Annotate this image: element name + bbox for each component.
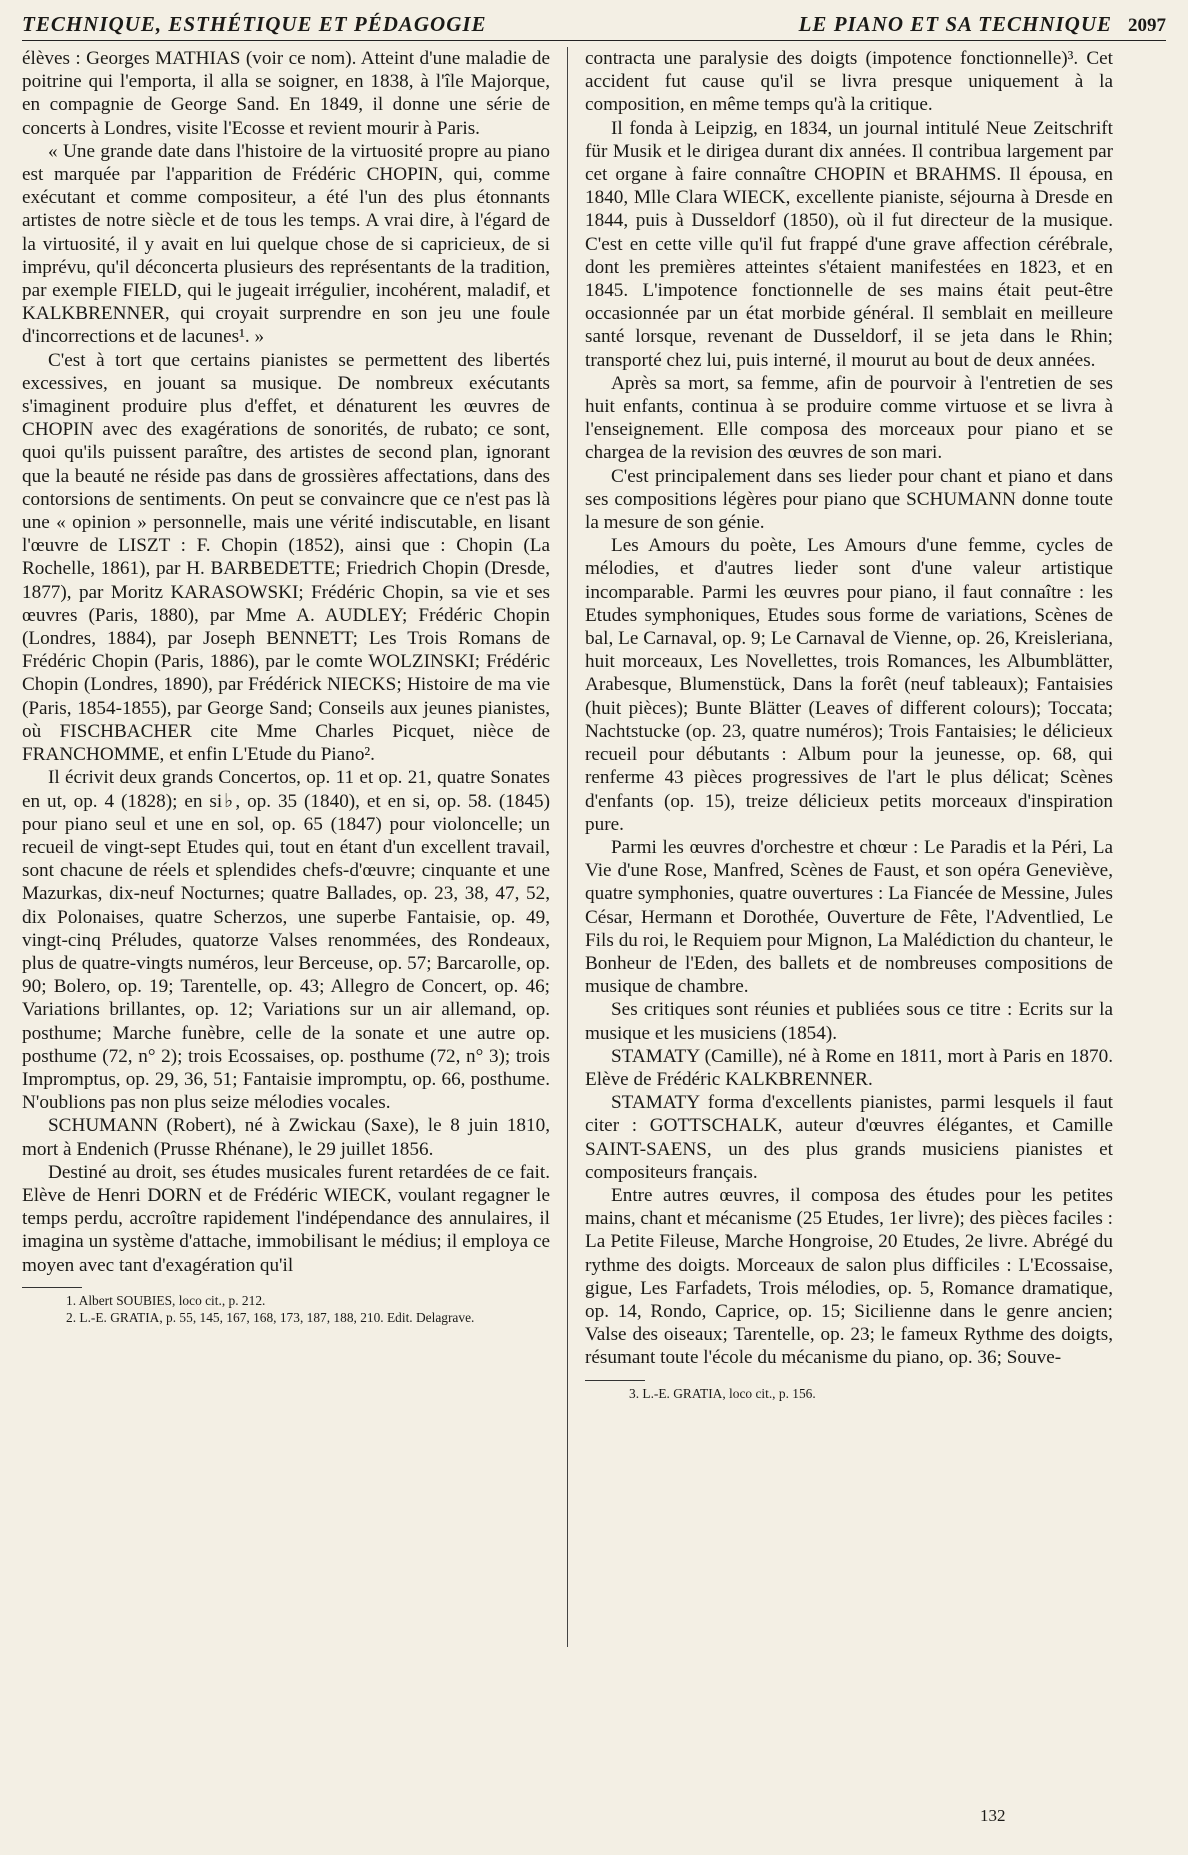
paragraph: Parmi les œuvres d'orchestre et chœur : Le Paradis et la Péri, La Vie d'une Rose, Manfred, Scènes de Faust, et son opéra Geneviève, quatre symphonies, quatre ouvertures : La Fiancée de Messine, Jules César, Hermann et Dorothée, Ouverture de Fête, l'Adventlied, Le Fils du roi, le Requiem pour Mignon, La Malédiction du chanteur, le Bonheur de l'Eden, des ballets et de nombreuses compositions de musique de chambre.	[585, 836, 1113, 998]
left-column	[22, 47, 550, 1647]
footnote: 1. Albert SOUBIES, loco cit., p. 212.	[66, 1292, 266, 1308]
paragraph: Il fonda à Leipzig, en 1834, un journal intitulé Neue Zeitschrift für Musik et le dirigea durant dix années. Il contribua largement par cet organe à faire connaître CHOPIN et BRAHMS. Il épousa, en 1840, Mlle Clara WIECK, excellente pianiste, séjourna à Dresde en 1844, puis à Dusseldorf (1850), où il fut directeur de la musique. C'est en cette ville qu'il fut frappé d'une grave affection cérébrale, dont les premières atteintes s'étaient manifestées en 1823, et en 1845. L'impotence fonctionnelle de ses mains était peut-être occasionnée par un état morbide général. Il semblait en meilleure santé lorsque, revenant de Dusseldorf, il se jeta dans le Rhin; transporté chez lui, puis interné, il mourut au bout de deux années.	[585, 117, 1113, 371]
paragraph: contracta une paralysie des doigts (impotence fonctionnelle)³. Cet accident fut cause qu'il se livra presque uniquement à la composition, en même temps qu'à la critique.	[585, 48, 1113, 116]
column-separator	[567, 47, 568, 1647]
two-column-body	[22, 47, 1166, 1647]
header-rule	[22, 40, 1166, 41]
paragraph: STAMATY forma d'excellents pianistes, parmi lesquels il faut citer : GOTTSCHALK, auteur d'œuvres élégantes, et Camille SAINT-SAENS, un des plus grands musiciens pianistes et compositeurs français.	[585, 1092, 1113, 1183]
footnote-rule	[22, 1287, 82, 1288]
page-number: 2097	[1128, 15, 1166, 36]
paragraph: Ses critiques sont réunies et publiées sous ce titre : Ecrits sur la musique et les musiciens (1854).	[585, 999, 1113, 1044]
paragraph: C'est à tort que certains pianistes se permettent des libertés excessives, en jouant sa musique. De nombreux exécutants s'imaginent produire plus d'effet, et dénaturent les œuvres de CHOPIN avec des exagérations de sonorités, de rubato; ce sont, quoi qu'ils puissent paraître, des artistes de second plan, ignorant que la beauté ne réside pas dans de grossières affectations, dans des contorsions de sentiments. On peut se convaincre que ce n'est pas là une « opinion » personnelle, mais une vérité indiscutable, en lisant l'œuvre de LISZT : F. Chopin (1852), ainsi que : Chopin (La Rochelle, 1861), par H. BARBEDETTE; Friedrich Chopin (Dresde, 1877), par Moritz KARASOWSKI; Frédéric Chopin, sa vie et ses œuvres (Paris, 1880), par Mme A. AUDLEY; Frédéric Chopin (Londres, 1884), par Joseph BENNETT; Les Trois Romans de Frédéric Chopin (Paris, 1886), par le comte WOLZINSKI; Frédéric Chopin (Londres, 1890), par Frédérick NIECKS; Histoire de ma vie (Paris, 1854-1855), par George Sand; Conseils aux jeunes pianistes, où FISCHBACHER cite Mme Charles Picquet, nièce de FRANCHOMME, et enfin L'Etude du Piano².	[22, 349, 550, 766]
footnote: 3. L.-E. GRATIA, loco cit., p. 156.	[629, 1385, 816, 1401]
paragraph: élèves : Georges MATHIAS (voir ce nom). Atteint d'une maladie de poitrine qui l'emporta, il alla se soigner, en 1838, à l'île Majorque, en compagnie de George Sand. En 1849, il donne une série de concerts à Londres, visite l'Ecosse et revient mourir à Paris.	[22, 48, 550, 139]
right-column	[585, 47, 1113, 1647]
paragraph: Destiné au droit, ses études musicales furent retardées de ce fait. Elève de Henri DORN et de Frédéric WIECK, voulant regagner le temps perdu, accroître rapidement l'indépendance des annulaires, il imagina un système d'attache, immobilisant le médius; il employa ce moyen avec tant d'exagération qu'il	[22, 1161, 550, 1276]
footnote-rule	[585, 1380, 645, 1381]
paragraph: Après sa mort, sa femme, afin de pourvoir à l'entretien de ses huit enfants, continua à se produire comme virtuose et se livra à l'enseignement. Elle composa des morceaux pour piano et se chargea de la revision des œuvres de son mari.	[585, 372, 1113, 464]
folio: 132	[980, 1806, 1006, 1825]
paragraph: Les Amours du poète, Les Amours d'une femme, cycles de mélodies, et d'autres lieder sont d'une valeur artistique incomparable. Parmi les œuvres pour piano, il faut connaître : les Etudes symphoniques, Etudes sous forme de variations, Scènes de bal, Le Carnaval, op. 9; Le Carnaval de Vienne, op. 26, Kreisleriana, huit morceaux, Les Novellettes, trois Romances, les Albumblätter, Arabesque, Blumenstück, Dans la forêt (neuf tableaux); Fantaisies (huit pièces); Bunte Blätter (Leaves of different colours); Toccata; Nachtstucke (op. 23, quatre numéros); Trois Fantaisies; le délicieux recueil pour débutants : Album pour la jeunesse, op. 68, qui renferme 43 pièces progressives de l'art le plus délicat; Scènes d'enfants (op. 15), treize délicieux petits morceaux d'inspiration pure.	[585, 535, 1113, 835]
running-head-right: LE PIANO ET SA TECHNIQUE	[798, 12, 1112, 36]
paragraph: Entre autres œuvres, il composa des études pour les petites mains, chant et mécanisme (25 Etudes, 1er livre); des pièces faciles : La Petite Fileuse, Marche Hongroise, 20 Etudes, 2e livre. Abrégé du rythme des doigts. Morceaux de salon plus difficiles : L'Ecossaise, gigue, Les Farfadets, Trois mélodies, op. 5, Romance dramatique, op. 14, Rondo, Caprice, op. 15; Sicilienne dans le genre ancien; Valse des oiseaux; Tarentelle, op. 23; le fameux Rythme des doigts, résumant toute l'école du mécanisme du piano, op. 36; Souve-	[585, 1184, 1113, 1369]
paragraph: SCHUMANN (Robert), né à Zwickau (Saxe), le 8 juin 1810, mort à Endenich (Prusse Rhénane), le 29 juillet 1856.	[22, 1115, 550, 1160]
paragraph: C'est principalement dans ses lieder pour chant et piano et dans ses compositions légères pour piano que SCHUMANN donne toute la mesure de son génie.	[585, 465, 1113, 534]
footnote: 2. L.-E. GRATIA, p. 55, 145, 167, 168, 173, 187, 188, 210. Edit. Delagrave.	[66, 1309, 475, 1325]
running-head-left: TECHNIQUE, ESTHÉTIQUE ET PÉDAGOGIE	[22, 12, 487, 36]
paragraph: STAMATY (Camille), né à Rome en 1811, mort à Paris en 1870. Elève de Frédéric KALKBRENNER.	[585, 1045, 1113, 1090]
paragraph: « Une grande date dans l'histoire de la virtuosité propre au piano est marquée par l'apparition de Frédéric CHOPIN, qui, comme exécutant et comme compositeur, a été l'un des plus étonnants artistes de notre siècle et de tous les temps. A vrai dire, à l'égard de la virtuosité, il y avait en lui quelque chose de si capricieux, de si imprévu, qu'il déconcerta plusieurs des représentants de la tradition, par exemple FIELD, qui le jugeait irrégulier, incohérent, maladif, et KALKBRENNER, qui croyait surprendre en son jeu une foule d'incorrections et de lacunes¹. »	[22, 140, 550, 348]
running-head	[22, 12, 1166, 38]
paragraph: Il écrivit deux grands Concertos, op. 11 et op. 21, quatre Sonates en ut, op. 4 (1828); en si♭, op. 35 (1840), et en si, op. 58. (1845) pour piano seul et une en sol, op. 65 (1847) pour violoncelle; un recueil de vingt-sept Etudes qui, tout en étant d'un excellent travail, sont chacune de réels et splendides chefs-d'œuvre; cinquante et une Mazurkas, dix-neuf Nocturnes; quatre Ballades, op. 23, 38, 47, 52, dix Polonaises, quatre Scherzos, une superbe Fantaisie, op. 49, vingt-cinq Préludes, quatorze Valses renommées, des Rondeaux, plus de quatre-vingts numéros, leur Berceuse, op. 57; Barcarolle, op. 90; Bolero, op. 19; Tarentelle, op. 43; Allegro de Concert, op. 46; Variations brillantes, op. 12; Variations sur un air allemand, op. posthume; Marche funèbre, celle de la sonate et une autre op. posthume (72, n° 2); trois Ecossaises, op. posthume (72, n° 3); trois Impromptus, op. 29, 36, 51; Fantaisie impromptu, op. 66, posthume. N'oublions pas non plus seize mélodies vocales.	[22, 767, 550, 1114]
